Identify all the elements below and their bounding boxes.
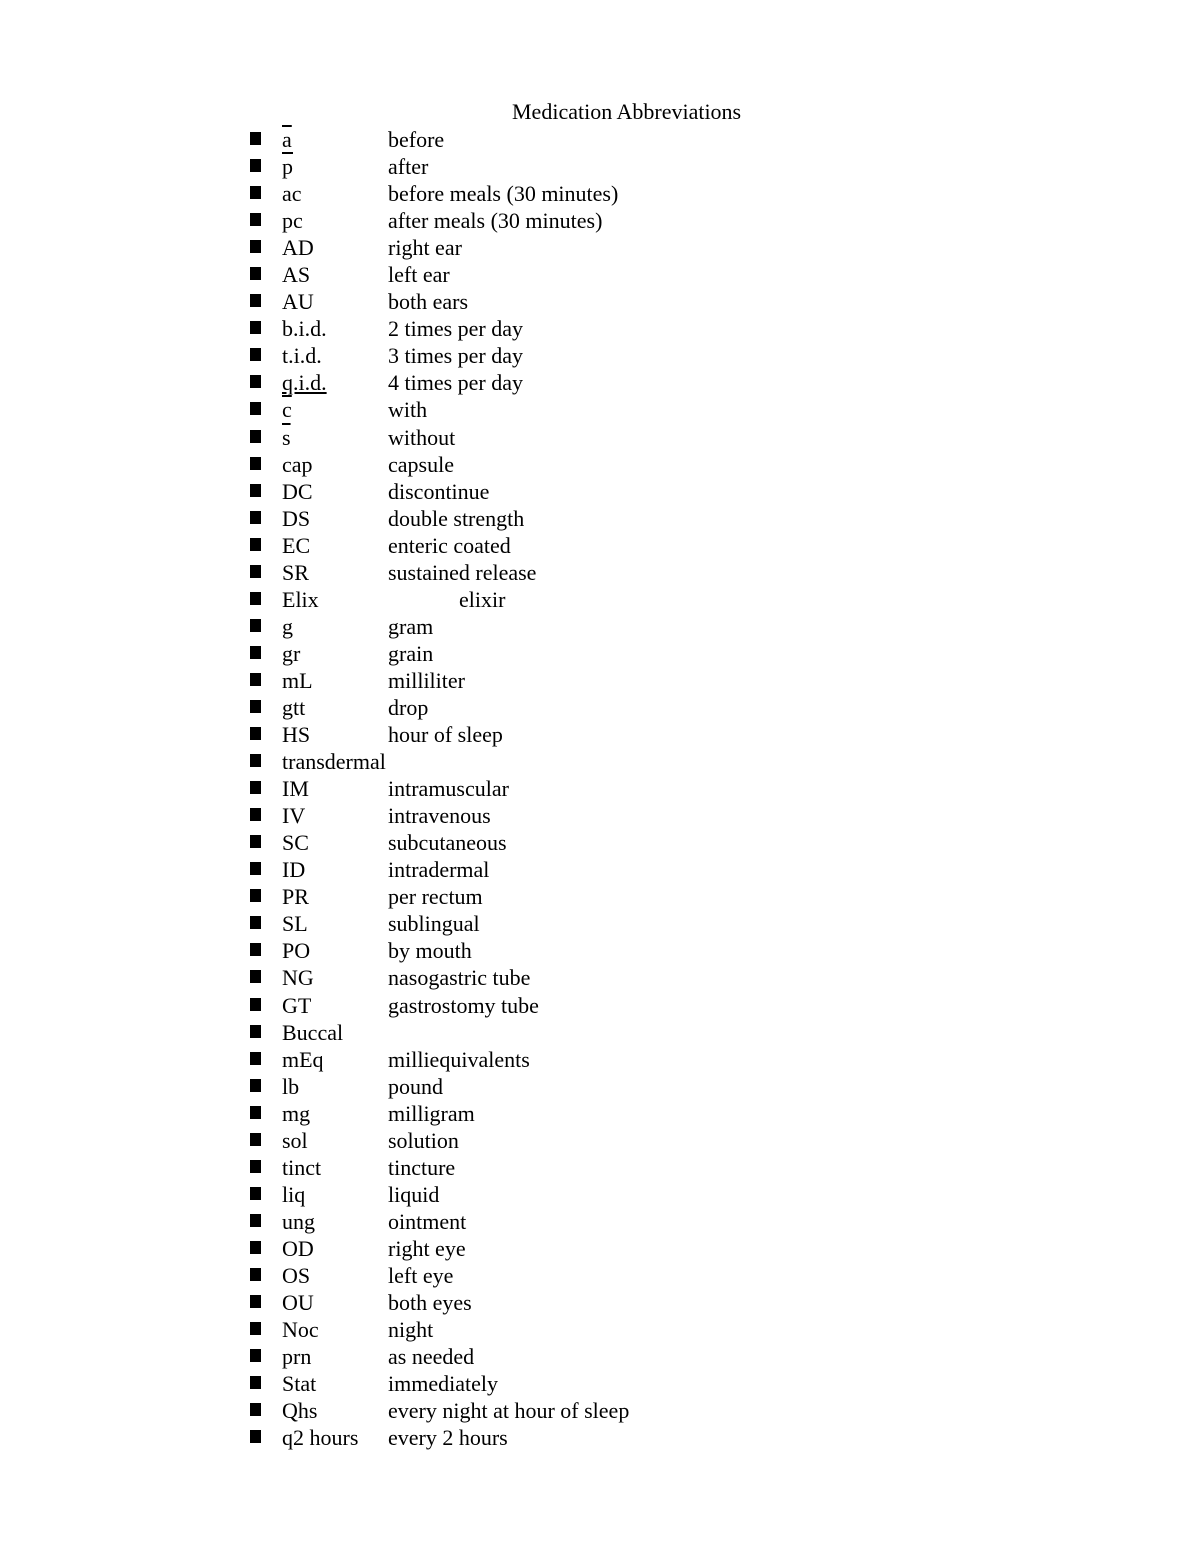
meaning: left ear bbox=[388, 262, 450, 288]
meaning: intramuscular bbox=[388, 776, 509, 802]
square-bullet-icon bbox=[250, 186, 261, 199]
meaning: pound bbox=[388, 1073, 443, 1099]
list-item bbox=[248, 829, 768, 856]
list-item bbox=[248, 856, 768, 883]
list-item bbox=[248, 613, 768, 640]
list-item bbox=[248, 992, 768, 1019]
abbreviation: OD bbox=[282, 1235, 314, 1261]
list-item bbox=[248, 748, 768, 775]
list-item bbox=[248, 910, 768, 937]
abbreviation: SR bbox=[282, 559, 309, 585]
meaning: sustained release bbox=[388, 559, 537, 585]
meaning: with bbox=[388, 397, 428, 423]
meaning: without bbox=[388, 424, 456, 450]
square-bullet-icon bbox=[250, 484, 261, 497]
abbreviation: mL bbox=[282, 667, 313, 693]
list-item bbox=[248, 1046, 768, 1073]
abbreviation: sol bbox=[282, 1127, 308, 1153]
list-item bbox=[248, 1397, 768, 1424]
abbreviation: HS bbox=[282, 722, 311, 748]
abbreviation: AU bbox=[282, 289, 314, 315]
list-item bbox=[248, 315, 768, 342]
meaning: grain bbox=[388, 640, 434, 666]
abbreviation: SC bbox=[282, 830, 309, 856]
square-bullet-icon bbox=[250, 1322, 261, 1335]
square-bullet-icon bbox=[250, 294, 261, 307]
square-bullet-icon bbox=[250, 538, 261, 551]
square-bullet-icon bbox=[250, 1052, 261, 1065]
list-item bbox=[248, 126, 768, 153]
square-bullet-icon bbox=[250, 1241, 261, 1254]
square-bullet-icon bbox=[250, 835, 261, 848]
abbreviation: Qhs bbox=[282, 1398, 318, 1424]
square-bullet-icon bbox=[250, 159, 261, 172]
meaning: drop bbox=[388, 694, 429, 720]
abbreviation: AD bbox=[282, 235, 314, 261]
list-item bbox=[248, 1235, 768, 1262]
square-bullet-icon bbox=[250, 673, 261, 686]
list-item bbox=[248, 261, 768, 288]
square-bullet-icon bbox=[250, 1214, 261, 1227]
list-item bbox=[248, 288, 768, 315]
square-bullet-icon bbox=[250, 970, 261, 983]
list-item bbox=[248, 802, 768, 829]
meaning: discontinue bbox=[388, 478, 490, 504]
square-bullet-icon bbox=[250, 1079, 261, 1092]
square-bullet-icon bbox=[250, 619, 261, 632]
list-item bbox=[248, 1343, 768, 1370]
square-bullet-icon bbox=[250, 213, 261, 226]
abbreviation: AS bbox=[282, 262, 311, 288]
meaning: night bbox=[388, 1317, 434, 1343]
list-item bbox=[248, 505, 768, 532]
abbreviation: DS bbox=[282, 505, 311, 531]
abbreviation: liq bbox=[282, 1181, 306, 1207]
abbreviation-list bbox=[248, 126, 768, 1451]
abbreviation: PR bbox=[282, 884, 309, 910]
abbreviation: Stat bbox=[282, 1371, 317, 1397]
list-item bbox=[248, 586, 768, 613]
list-item bbox=[248, 451, 768, 478]
abbreviation: transdermal bbox=[282, 749, 386, 775]
square-bullet-icon bbox=[250, 348, 261, 361]
meaning: gastrostomy tube bbox=[388, 992, 539, 1018]
meaning: hour of sleep bbox=[388, 722, 503, 748]
square-bullet-icon bbox=[250, 998, 261, 1011]
square-bullet-icon bbox=[250, 1187, 261, 1200]
abbreviation: GT bbox=[282, 992, 312, 1018]
square-bullet-icon bbox=[250, 646, 261, 659]
abbreviation: tinct bbox=[282, 1154, 322, 1180]
abbreviation: Noc bbox=[282, 1317, 319, 1343]
list-item bbox=[248, 721, 768, 748]
square-bullet-icon bbox=[250, 402, 261, 415]
meaning: ointment bbox=[388, 1208, 467, 1234]
meaning: sublingual bbox=[388, 911, 480, 937]
abbreviation: Elix bbox=[282, 586, 319, 612]
square-bullet-icon bbox=[250, 267, 261, 280]
abbreviation: $\overline{p}$ bbox=[282, 154, 293, 180]
meaning: double strength bbox=[388, 505, 525, 531]
meaning: right eye bbox=[388, 1235, 466, 1261]
list-item bbox=[248, 532, 768, 559]
abbreviation: lb bbox=[282, 1073, 300, 1099]
list-item bbox=[248, 396, 768, 423]
meaning: right ear bbox=[388, 235, 462, 261]
list-item bbox=[248, 1100, 768, 1127]
meaning: after meals (30 minutes) bbox=[388, 208, 603, 234]
meaning: after bbox=[388, 154, 429, 180]
abbreviation: SL bbox=[282, 911, 308, 937]
list-item bbox=[248, 640, 768, 667]
list-item bbox=[248, 369, 768, 396]
square-bullet-icon bbox=[250, 240, 261, 253]
abbreviation: g bbox=[282, 613, 293, 639]
meaning: before bbox=[388, 127, 445, 152]
abbreviation: DC bbox=[282, 478, 313, 504]
meaning: milligram bbox=[388, 1100, 475, 1126]
meaning: intradermal bbox=[388, 857, 490, 883]
meaning: enteric coated bbox=[388, 532, 511, 558]
list-item bbox=[248, 1316, 768, 1343]
square-bullet-icon bbox=[250, 1295, 261, 1308]
list-item bbox=[248, 478, 768, 505]
abbreviation: cap bbox=[282, 451, 313, 477]
list-item bbox=[248, 1127, 768, 1154]
list-item bbox=[248, 153, 768, 180]
list-item bbox=[248, 1073, 768, 1100]
meaning: both ears bbox=[388, 289, 469, 315]
abbreviation: mg bbox=[282, 1100, 311, 1126]
square-bullet-icon bbox=[250, 1430, 261, 1443]
abbreviation: OU bbox=[282, 1290, 314, 1316]
meaning: 3 times per day bbox=[388, 343, 524, 369]
meaning: 4 times per day bbox=[388, 370, 524, 396]
abbreviation: $\overline{s}$ bbox=[282, 424, 291, 450]
meaning: 2 times per day bbox=[388, 316, 524, 342]
meaning: gram bbox=[388, 613, 434, 639]
abbreviation: b.i.d. bbox=[282, 316, 327, 342]
abbreviation: gtt bbox=[282, 694, 306, 720]
square-bullet-icon bbox=[250, 1106, 261, 1119]
abbreviation: prn bbox=[282, 1344, 312, 1370]
meaning: before meals (30 minutes) bbox=[388, 181, 619, 207]
list-item bbox=[248, 937, 768, 964]
list-item bbox=[248, 1262, 768, 1289]
square-bullet-icon bbox=[250, 565, 261, 578]
abbreviation: $\overline{a}$ bbox=[282, 127, 292, 152]
list-item bbox=[248, 424, 768, 451]
meaning: intravenous bbox=[388, 803, 491, 829]
square-bullet-icon bbox=[250, 916, 261, 929]
meaning: as needed bbox=[388, 1344, 475, 1370]
abbreviation: NG bbox=[282, 965, 314, 991]
abbreviation: IV bbox=[282, 803, 306, 829]
abbreviation: EC bbox=[282, 532, 311, 558]
meaning: every night at hour of sleep bbox=[388, 1398, 630, 1424]
abbreviation: t.i.d. bbox=[282, 343, 322, 369]
abbreviation: $\overline{c}$ bbox=[282, 397, 292, 423]
square-bullet-icon bbox=[250, 1268, 261, 1281]
list-item bbox=[248, 234, 768, 261]
square-bullet-icon bbox=[250, 1349, 261, 1362]
square-bullet-icon bbox=[250, 457, 261, 470]
meaning: every 2 hours bbox=[388, 1425, 508, 1451]
abbreviation: ID bbox=[282, 857, 306, 883]
list-item bbox=[248, 964, 768, 991]
meaning: both eyes bbox=[388, 1290, 472, 1316]
meaning: capsule bbox=[388, 451, 454, 477]
square-bullet-icon bbox=[250, 132, 261, 145]
square-bullet-icon bbox=[250, 781, 261, 794]
square-bullet-icon bbox=[250, 430, 261, 443]
list-item bbox=[248, 775, 768, 802]
list-item bbox=[248, 207, 768, 234]
square-bullet-icon bbox=[250, 1133, 261, 1146]
list-item bbox=[248, 1424, 768, 1451]
list-item bbox=[248, 1019, 768, 1046]
abbreviation: mEq bbox=[282, 1046, 324, 1072]
square-bullet-icon bbox=[250, 1376, 261, 1389]
square-bullet-icon bbox=[250, 321, 261, 334]
meaning: per rectum bbox=[388, 884, 483, 910]
abbreviation: pc bbox=[282, 208, 303, 234]
square-bullet-icon bbox=[250, 1403, 261, 1416]
abbreviation: q2 hours bbox=[282, 1425, 359, 1451]
square-bullet-icon bbox=[250, 862, 261, 875]
square-bullet-icon bbox=[250, 727, 261, 740]
square-bullet-icon bbox=[250, 592, 261, 605]
abbreviation: PO bbox=[282, 938, 311, 964]
square-bullet-icon bbox=[250, 808, 261, 821]
meaning: immediately bbox=[388, 1371, 498, 1397]
list-item bbox=[248, 694, 768, 721]
abbreviation: ac bbox=[282, 181, 302, 207]
square-bullet-icon bbox=[250, 1025, 261, 1038]
abbreviation: OS bbox=[282, 1262, 311, 1288]
square-bullet-icon bbox=[250, 1160, 261, 1173]
list-item bbox=[248, 1370, 768, 1397]
meaning: solution bbox=[388, 1127, 459, 1153]
list-item bbox=[248, 342, 768, 369]
meaning: subcutaneous bbox=[388, 830, 507, 856]
square-bullet-icon bbox=[250, 889, 261, 902]
square-bullet-icon bbox=[250, 511, 261, 524]
list-item bbox=[248, 1208, 768, 1235]
abbreviation: Buccal bbox=[282, 1019, 344, 1045]
square-bullet-icon bbox=[250, 375, 261, 388]
meaning: by mouth bbox=[388, 938, 472, 964]
meaning: tincture bbox=[388, 1154, 456, 1180]
square-bullet-icon bbox=[250, 700, 261, 713]
meaning: elixir bbox=[459, 586, 506, 612]
square-bullet-icon bbox=[250, 943, 261, 956]
list-item bbox=[248, 559, 768, 586]
abbreviation: gr bbox=[282, 640, 301, 666]
abbreviation: q.i.d. bbox=[282, 370, 327, 396]
meaning: nasogastric tube bbox=[388, 965, 531, 991]
square-bullet-icon bbox=[250, 754, 261, 767]
page-title: Medication Abbreviations bbox=[512, 99, 742, 124]
list-item bbox=[248, 180, 768, 207]
meaning: milliliter bbox=[388, 667, 465, 693]
list-item bbox=[248, 1154, 768, 1181]
list-item bbox=[248, 667, 768, 694]
list-item bbox=[248, 1289, 768, 1316]
abbreviation: IM bbox=[282, 776, 309, 802]
meaning: milliequivalents bbox=[388, 1046, 530, 1072]
meaning: left eye bbox=[388, 1262, 454, 1288]
list-item bbox=[248, 883, 768, 910]
meaning: liquid bbox=[388, 1181, 440, 1207]
abbreviation: ung bbox=[282, 1208, 315, 1234]
list-item bbox=[248, 1181, 768, 1208]
